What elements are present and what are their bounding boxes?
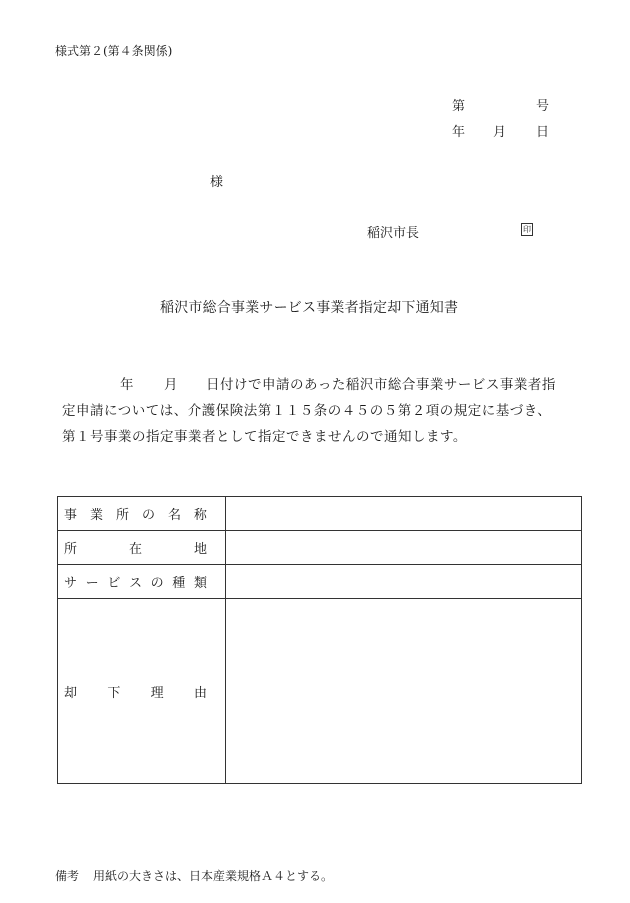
row-value[interactable] xyxy=(226,599,582,784)
body-line-3: 第１号事業の指定事業者として指定できませんので通知します。 xyxy=(62,429,467,445)
date-year-label: 年 xyxy=(452,125,466,140)
label-char: 理 xyxy=(150,685,164,701)
date-day-label: 日 xyxy=(536,125,550,140)
rejection-reason-row xyxy=(58,599,582,784)
label-char: の xyxy=(150,576,164,591)
document-title: 稲沢市総合事業サービス事業者指定却下通知書 xyxy=(160,300,459,316)
body-year-label: 年 xyxy=(120,377,134,393)
row-label xyxy=(58,497,226,531)
label-char: ビ xyxy=(107,576,121,591)
body-line-2: 定申請については、介護保険法第１１５条の４５の５第２項の規定に基づき、 xyxy=(62,403,552,419)
row-label xyxy=(58,531,226,565)
label-char: 下 xyxy=(107,685,121,701)
label-char: 所 xyxy=(64,542,78,557)
issuer-name: 稲沢市長 xyxy=(367,226,420,241)
row-value[interactable] xyxy=(226,565,582,599)
label-char: 称 xyxy=(193,508,207,523)
info-table xyxy=(57,496,582,784)
label-char: ス xyxy=(128,576,142,591)
label-char: 事 xyxy=(64,508,78,523)
label-char: 由 xyxy=(193,685,207,701)
row-label xyxy=(58,599,226,784)
row-value[interactable] xyxy=(226,497,582,531)
body-text-1: 日付けで申請のあった稲沢市総合事業サービス事業者指 xyxy=(206,377,556,393)
location-row xyxy=(58,531,582,565)
label-char: ー xyxy=(85,576,99,591)
document-number-suffix: 号 xyxy=(536,99,550,114)
note-text: 用紙の大きさは、日本産業規格Ａ４とする。 xyxy=(93,869,334,883)
label-char: 所 xyxy=(115,508,129,523)
label-char: 却 xyxy=(64,685,78,701)
label-char: 類 xyxy=(193,576,207,591)
addressee-honorific: 様 xyxy=(210,175,224,190)
body-month-label: 月 xyxy=(164,377,178,393)
label-char: 名 xyxy=(167,508,181,523)
note-label: 備考 xyxy=(55,869,80,883)
label-char: 在 xyxy=(128,542,142,557)
label-char: 地 xyxy=(193,542,207,557)
document-number-label: 第 xyxy=(452,99,466,114)
service-type-row xyxy=(58,565,582,599)
seal-icon: 印 xyxy=(523,225,531,234)
office-name-row xyxy=(58,497,582,531)
label-char: 業 xyxy=(89,508,103,523)
row-value[interactable] xyxy=(226,531,582,565)
label-char: 種 xyxy=(172,576,186,591)
form-number: 様式第２(第４条関係) xyxy=(55,44,173,58)
row-label xyxy=(58,565,226,599)
date-month-label: 月 xyxy=(493,125,507,140)
label-char: サ xyxy=(64,576,78,591)
label-char: の xyxy=(141,508,155,523)
